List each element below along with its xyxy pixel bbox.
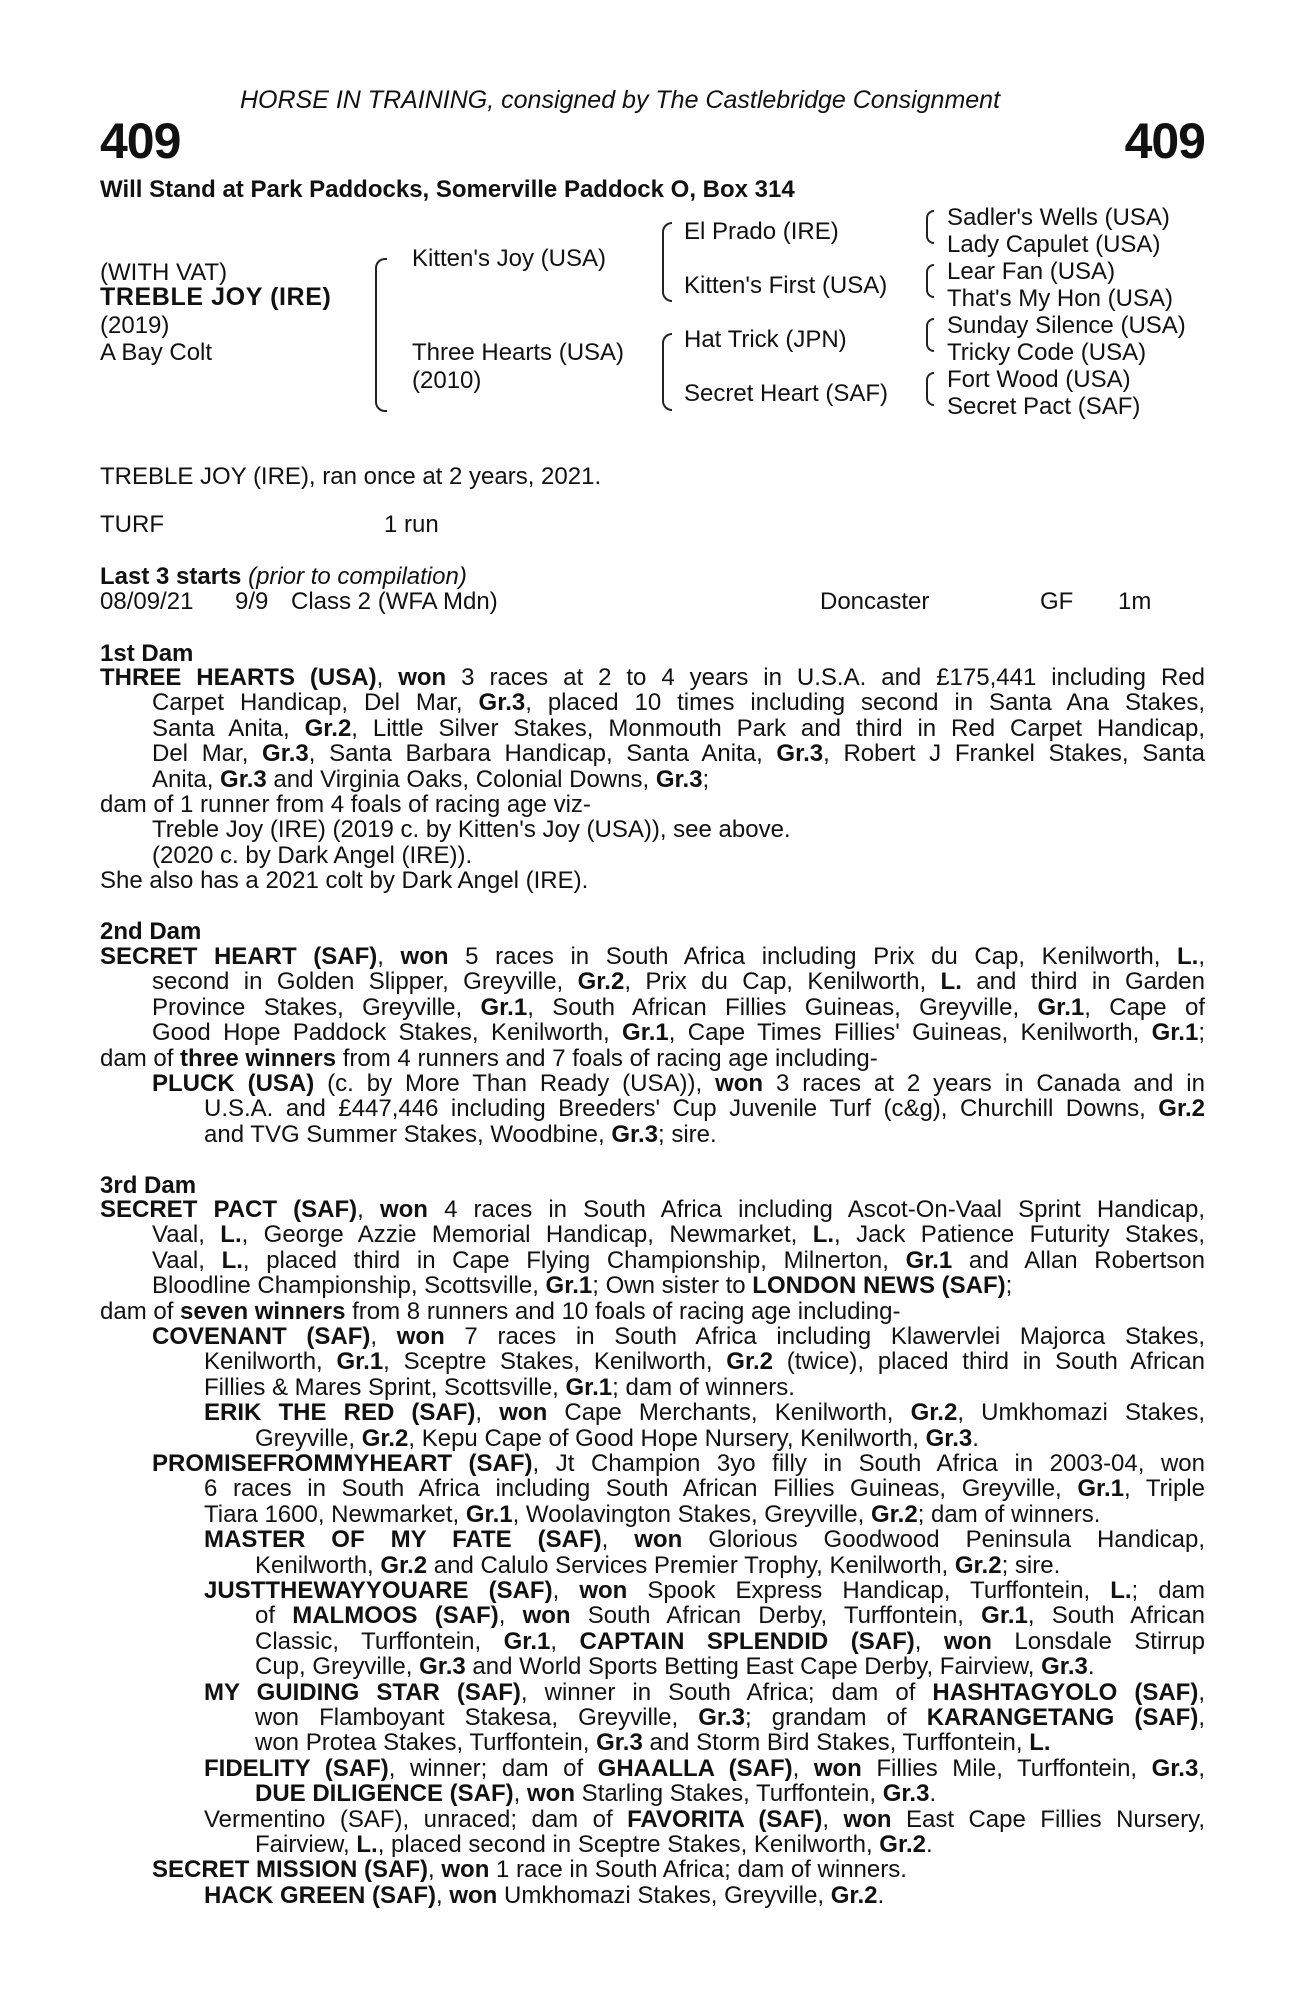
pedigree-text-line: Fairview, L., placed second in Sceptre Stakes, Kenilworth, Gr.2. [255,1831,933,1858]
pedigree-brace [375,258,387,412]
pedigree-ancestor: Lady Capulet (USA) [947,231,1161,258]
pedigree-text-line: dam of three winners from 4 runners and 7 foals of racing age including- [100,1044,878,1072]
horse-name: TREBLE JOY (IRE) [100,283,332,311]
start-race: Class 2 (WFA Mdn) [291,588,498,615]
pedigree-ancestor: Tricky Code (USA) [947,339,1147,366]
pedigree-text-line: THREE HEARTS (USA), won 3 races at 2 to 4 years in U.S.A. and £175,441 including Red [100,665,1205,690]
pedigree-text-line: Good Hope Paddock Stakes, Kenilworth, Gr.1, Cape Times Fillies' Guineas, Kenilworth, Gr.1; [152,1020,1205,1046]
pedigree-ancestor: Sunday Silence (USA) [947,312,1186,339]
pedigree-dam: Three Hearts (USA) [412,339,625,366]
pedigree-text-line: PROMISEFROMMYHEART (SAF), Jt Champion 3yo filly in South Africa in 2003-04, won [152,1451,1205,1476]
pedigree-text-line: She also has a 2021 colt by Dark Angel (IRE). [100,867,589,895]
horse-description: A Bay Colt [100,339,213,366]
pedigree-text-line: Vermentino (SAF), unraced; dam of FAVORITA (SAF), won East Cape Fillies Nursery, [204,1806,1205,1832]
pedigree-text-line: dam of seven winners from 8 runners and 10 foals of racing age including- [100,1297,901,1325]
pedigree-brace [926,318,934,352]
pedigree-text-line: dam of 1 runner from 4 foals of racing age viz- [100,791,591,818]
pedigree-ancestor: Secret Pact (SAF) [947,393,1141,420]
pedigree-text-line: and TVG Summer Stakes, Woodbine, Gr.3; sire. [204,1120,717,1148]
race-record-summary: TREBLE JOY (IRE), ran once at 2 years, 2021. [100,463,602,490]
pedigree-text-line: of MALMOOS (SAF), won South African Derby, Turffontein, Gr.1, South African [255,1603,1205,1629]
pedigree-text-line: Fillies & Mares Sprint, Scottsville, Gr.1; dam of winners. [204,1373,795,1401]
start-distance: 1m [1118,588,1152,615]
pedigree-text-line: Tiara 1600, Newmarket, Gr.1, Woolavington Stakes, Greyville, Gr.2; dam of winners. [204,1500,1101,1528]
pedigree-text-line: Greyville, Gr.2, Kepu Cape of Good Hope Nursery, Kenilworth, Gr.3. [255,1424,979,1452]
pedigree-ancestor: Lear Fan (USA) [947,258,1116,285]
pedigree-text-line: JUSTTHEWAYYOUARE (SAF), won Spook Express Handicap, Turffontein, L.; dam [204,1578,1205,1603]
pedigree-text-line: DUE DILIGENCE (SAF), won Starling Stakes, Turffontein, Gr.3. [255,1780,937,1808]
start-going: GF [1040,588,1074,615]
pedigree-brace [662,333,672,411]
pedigree-text-line: won Flamboyant Stakesa, Greyville, Gr.3; grandam of KARANGETANG (SAF), [255,1705,1205,1730]
pedigree-text-line: Treble Joy (IRE) (2019 c. by Kitten's Joy (USA)), see above. [152,816,791,844]
pedigree-text-line: Cup, Greyville, Gr.3 and World Sports Betting East Cape Derby, Fairview, Gr.3. [255,1653,1095,1681]
pedigree-text-line: Classic, Turffontein, Gr.1, CAPTAIN SPLENDID (SAF), won Lonsdale Stirrup [255,1628,1205,1654]
pedigree-text-line: Kenilworth, Gr.1, Sceptre Stakes, Kenilworth, Gr.2 (twice), placed third in South African [204,1349,1205,1375]
start-position: 9/9 [235,588,269,615]
pedigree-text-line: PLUCK (USA) (c. by More Than Ready (USA)), won 3 races at 2 years in Canada and in [152,1071,1205,1096]
pedigree-text-line: Anita, Gr.3 and Virginia Oaks, Colonial Downs, Gr.3; [152,765,710,793]
last-starts-heading: Last 3 starts (prior to compilation) [100,563,467,590]
pedigree-dam-year: (2010) [412,367,482,394]
vat-status: (WITH VAT) [100,259,228,286]
pedigree-text-line: (2020 c. by Dark Angel (IRE)). [152,841,473,869]
stand-location: Will Stand at Park Paddocks, Somerville Paddock O, Box 314 [100,176,795,203]
pedigree-text-line: Carpet Handicap, Del Mar, Gr.3, placed 10 times including second in Santa Ana Stakes, [152,690,1205,716]
pedigree-text-line: SECRET MISSION (SAF), won 1 race in South Africa; dam of winners. [152,1856,907,1884]
surface-runs: 1 run [384,511,439,538]
pedigree-text-line: Bloodline Championship, Scottsville, Gr.1; Own sister to LONDON NEWS (SAF); [152,1272,1013,1300]
pedigree-text-line: FIDELITY (SAF), winner; dam of GHAALLA (SAF), won Fillies Mile, Turffontein, Gr.3, [204,1755,1205,1781]
second-dam-heading: 2nd Dam [100,918,202,945]
start-course: Doncaster [820,588,930,615]
pedigree-ancestor: That's My Hon (USA) [947,285,1173,312]
pedigree-text-line: ERIK THE RED (SAF), won Cape Merchants, Kenilworth, Gr.2, Umkhomazi Stakes, [204,1400,1205,1426]
pedigree-text-line: U.S.A. and £447,446 including Breeders' Cup Juvenile Turf (c&g), Churchill Downs, Gr.2 [204,1096,1205,1122]
pedigree-text-line: SECRET HEART (SAF), won 5 races in South Africa including Prix du Cap, Kenilworth, L., [100,944,1205,969]
pedigree-text-line: SECRET PACT (SAF), won 4 races in South Africa including Ascot-On-Vaal Sprint Handicap, [100,1197,1205,1222]
pedigree-text-line: MY GUIDING STAR (SAF), winner in South Africa; dam of HASHTAGYOLO (SAF), [204,1679,1205,1705]
lot-number-left: 409 [100,113,181,169]
pedigree-text-line: Del Mar, Gr.3, Santa Barbara Handicap, Santa Anita, Gr.3, Robert J Frankel Stakes, Santa [152,741,1205,767]
foaling-year: (2019) [100,312,170,339]
pedigree-brace [926,264,934,298]
pedigree-text-line: won Protea Stakes, Turffontein, Gr.3 and Storm Bird Stakes, Turffontein, L. [255,1729,1051,1757]
pedigree-text-line: Province Stakes, Greyville, Gr.1, South African Fillies Guineas, Greyville, Gr.1, Cape of [152,994,1205,1020]
surface-label: TURF [100,511,164,538]
pedigree-ancestor: Sadler's Wells (USA) [947,204,1170,231]
pedigree-brace [926,372,934,406]
pedigree-text-line: Kenilworth, Gr.2 and Calulo Services Premier Trophy, Kenilworth, Gr.2; sire. [255,1551,1061,1579]
pedigree-brace [662,222,672,302]
start-date: 08/09/21 [100,588,194,615]
pedigree-dams-sire: Hat Trick (JPN) [684,326,847,353]
pedigree-text-line: Vaal, L., George Azzie Memorial Handicap, Newmarket, L., Jack Patience Futurity Stakes, [152,1222,1205,1248]
pedigree-sire: Kitten's Joy (USA) [412,245,606,272]
pedigree-text-line: 6 races in South Africa including South African Fillies Guineas, Greyville, Gr.1, Triple [204,1476,1205,1502]
third-dam-heading: 3rd Dam [100,1172,197,1199]
pedigree-sires-dam: Kitten's First (USA) [684,272,888,299]
pedigree-brace [926,210,934,244]
pedigree-text-line: COVENANT (SAF), won 7 races in South Africa including Klawervlei Majorca Stakes, [152,1324,1205,1349]
pedigree-sires-sire: El Prado (IRE) [684,218,839,245]
first-dam-heading: 1st Dam [100,640,194,667]
pedigree-text-line: HACK GREEN (SAF), won Umkhomazi Stakes, Greyville, Gr.2. [204,1881,885,1909]
pedigree-text-line: second in Golden Slipper, Greyville, Gr.2, Prix du Cap, Kenilworth, L. and third in Garden [152,969,1205,995]
pedigree-text-line: Vaal, L., placed third in Cape Flying Championship, Milnerton, Gr.1 and Allan Robertson [152,1247,1205,1273]
pedigree-text-line: MASTER OF MY FATE (SAF), won Glorious Goodwood Peninsula Handicap, [204,1527,1205,1553]
pedigree-text-line: Santa Anita, Gr.2, Little Silver Stakes, Monmouth Park and third in Red Carpet Handicap, [152,715,1205,741]
lot-number-right: 409 [1124,113,1205,169]
catalogue-header: HORSE IN TRAINING, consigned by The Castlebridge Consignment [240,86,1001,114]
pedigree-dams-dam: Secret Heart (SAF) [684,380,889,407]
pedigree-ancestor: Fort Wood (USA) [947,366,1131,393]
